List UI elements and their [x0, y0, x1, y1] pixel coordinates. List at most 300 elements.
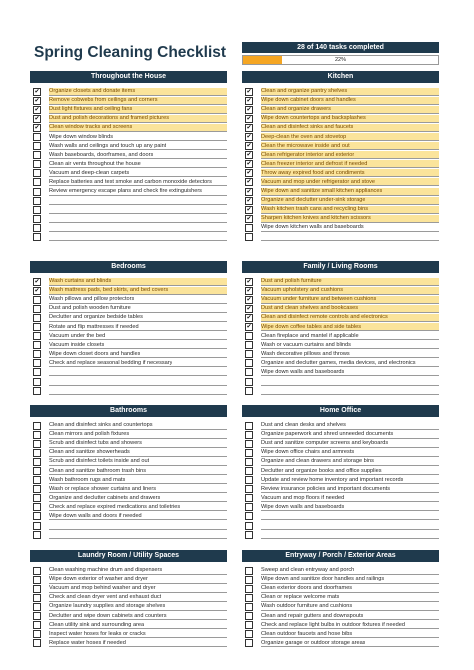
checkbox-checked[interactable]	[245, 215, 253, 223]
item-label: Scrub and disinfect toilets inside and out	[49, 458, 150, 465]
checklist	[242, 277, 439, 395]
item-label: Replace batteries and test smoke and carbon monoxide detectors	[49, 178, 212, 185]
checkbox[interactable]	[245, 233, 253, 241]
checklist-item	[242, 386, 439, 395]
item-label: Wipe down walls and baseboards	[261, 368, 345, 375]
checkbox[interactable]	[33, 585, 41, 593]
checkbox[interactable]	[33, 387, 41, 395]
checkbox[interactable]	[245, 224, 253, 232]
checklist-item	[242, 304, 439, 313]
item-line	[49, 378, 227, 386]
checklist-item	[30, 286, 227, 295]
item-label: Wash outdoor furniture and cushions	[261, 603, 353, 610]
item-line	[49, 387, 227, 395]
checkbox[interactable]	[33, 197, 41, 205]
item-line	[261, 188, 439, 196]
item-line	[49, 476, 227, 484]
checklist-item	[30, 530, 227, 539]
checkbox[interactable]	[33, 215, 41, 223]
checkbox-checked[interactable]	[245, 178, 253, 186]
checkbox[interactable]	[33, 224, 41, 232]
checklist-item	[30, 512, 227, 521]
checkbox[interactable]	[245, 503, 253, 511]
checkbox[interactable]	[33, 621, 41, 629]
checkbox[interactable]	[245, 522, 253, 530]
checkbox[interactable]	[245, 512, 253, 520]
item-label: Wipe down coffee tables and side tables	[261, 323, 362, 330]
item-label: Dust and polish decorations and framed pictures	[49, 115, 170, 122]
checklist-item	[242, 566, 439, 575]
item-label: Sharpen kitchen knives and kitchen scissors	[261, 215, 371, 222]
checklist	[30, 566, 227, 648]
item-label: Clean and disinfect sinks and faucets	[261, 124, 354, 131]
checklist-item	[242, 575, 439, 584]
check-icon: ✔	[246, 115, 252, 122]
item-line	[261, 296, 439, 304]
item-line	[49, 142, 227, 150]
checklist-item	[242, 521, 439, 530]
checkbox-checked[interactable]	[245, 88, 253, 96]
item-label: Clean and disinfect remote controls and electronics	[261, 314, 388, 321]
checkbox-checked[interactable]	[33, 287, 41, 295]
item-line	[261, 368, 439, 376]
checklist-item	[242, 476, 439, 485]
item-line	[261, 197, 439, 205]
check-icon: ✔	[246, 161, 252, 168]
check-icon: ✔	[246, 206, 252, 213]
item-line	[49, 639, 227, 647]
checkbox-checked[interactable]	[33, 97, 41, 105]
checklist-item	[242, 503, 439, 512]
checkbox-checked[interactable]	[245, 142, 253, 150]
item-line	[49, 440, 227, 448]
item-label: Wash curtains and blinds	[49, 278, 112, 285]
checkbox[interactable]	[33, 594, 41, 602]
checkbox[interactable]	[33, 512, 41, 520]
item-line	[49, 449, 227, 457]
checklist-item	[242, 602, 439, 611]
checkbox-checked[interactable]	[245, 106, 253, 114]
checkbox[interactable]	[33, 142, 41, 150]
item-label: Dust and polish furniture	[261, 278, 322, 285]
checkbox[interactable]	[245, 612, 253, 620]
checkbox[interactable]	[245, 341, 253, 349]
item-line	[261, 305, 439, 313]
checklist-item	[30, 295, 227, 304]
item-line	[49, 323, 227, 331]
check-icon: ✔	[246, 152, 252, 159]
item-line	[261, 378, 439, 386]
checkbox[interactable]	[245, 594, 253, 602]
checklist-item	[242, 332, 439, 341]
checkbox-checked[interactable]	[245, 169, 253, 177]
item-line	[49, 197, 227, 205]
item-line	[261, 97, 439, 105]
checkbox[interactable]	[33, 449, 41, 457]
checklist-item	[30, 448, 227, 457]
item-line	[49, 341, 227, 349]
checklist-item	[30, 223, 227, 232]
checkbox-checked[interactable]	[245, 287, 253, 295]
item-label: Clean washing machine drum and dispensers	[49, 567, 163, 574]
checkbox[interactable]	[245, 378, 253, 386]
checklist-item	[30, 350, 227, 359]
item-label: Wash baseboards, doorframes, and doors	[49, 151, 154, 158]
checklist-item	[30, 196, 227, 205]
checkbox[interactable]	[245, 458, 253, 466]
item-line	[49, 314, 227, 322]
checkbox[interactable]	[245, 585, 253, 593]
checkbox-checked[interactable]	[245, 305, 253, 313]
checkbox-checked[interactable]	[245, 314, 253, 322]
item-line	[49, 178, 227, 186]
checkbox[interactable]	[245, 387, 253, 395]
item-line	[49, 332, 227, 340]
item-label: Clean and organize pantry shelves	[261, 88, 348, 95]
section-header: Bathrooms	[30, 405, 227, 417]
section-home-office	[242, 405, 439, 539]
section-header: Kitchen	[242, 71, 439, 83]
checklist-item	[242, 485, 439, 494]
checklist-item	[242, 457, 439, 466]
checklist-item	[30, 457, 227, 466]
check-icon: ✔	[246, 143, 252, 150]
checklist-item	[30, 151, 227, 160]
checkbox-checked[interactable]	[245, 206, 253, 214]
checkbox[interactable]	[33, 531, 41, 539]
item-line	[49, 531, 227, 539]
item-label: Clean the microwave inside and out	[261, 142, 350, 149]
item-label: Wipe down and sanitize small kitchen appliances	[261, 188, 383, 195]
checklist-item	[242, 277, 439, 286]
item-label: Organize and declutter cabinets and drawers	[49, 494, 161, 501]
checklist-item	[242, 286, 439, 295]
item-line	[49, 296, 227, 304]
checklist-item	[242, 123, 439, 132]
checklist-item	[30, 96, 227, 105]
item-line	[49, 106, 227, 114]
checkbox[interactable]	[245, 350, 253, 358]
checkbox[interactable]	[245, 449, 253, 457]
item-line	[261, 567, 439, 575]
check-icon: ✔	[34, 106, 40, 113]
checklist-item	[30, 142, 227, 151]
checkbox[interactable]	[33, 305, 41, 313]
checklist	[242, 87, 439, 242]
item-line	[261, 359, 439, 367]
item-label: Organize laundry supplies and storage shelves	[49, 603, 166, 610]
checkbox-checked[interactable]	[245, 197, 253, 205]
checkbox-checked[interactable]	[245, 323, 253, 331]
item-label: Throw away expired food and condiments	[261, 169, 365, 176]
checkbox[interactable]	[33, 603, 41, 611]
checklist-item	[30, 304, 227, 313]
checkbox-checked[interactable]	[245, 296, 253, 304]
item-label: Wipe down window blinds	[49, 133, 114, 140]
checklist-item	[242, 214, 439, 223]
check-icon: ✔	[246, 197, 252, 204]
checkbox-checked[interactable]	[245, 160, 253, 168]
checkbox[interactable]	[245, 485, 253, 493]
checklist-item	[30, 521, 227, 530]
item-line	[261, 522, 439, 530]
item-label: Vacuum under the bed	[49, 332, 106, 339]
checklist-item	[30, 466, 227, 475]
item-label: Dust and clean desks and shelves	[261, 422, 346, 429]
checkbox-checked[interactable]	[33, 115, 41, 123]
checkbox[interactable]	[245, 621, 253, 629]
checklist-item	[30, 368, 227, 377]
item-label: Wash or replace shower curtains and liners	[49, 485, 157, 492]
checkbox[interactable]	[33, 323, 41, 331]
checkbox[interactable]	[245, 630, 253, 638]
item-line	[49, 287, 227, 295]
checklist-item	[242, 448, 439, 457]
checklist-item	[30, 105, 227, 114]
checklist-item	[242, 611, 439, 620]
item-line	[261, 233, 439, 241]
checkbox[interactable]	[33, 350, 41, 358]
item-label: Wipe down closet doors and handles	[49, 350, 141, 357]
checkbox[interactable]	[33, 206, 41, 214]
checkbox[interactable]	[245, 639, 253, 647]
checkbox[interactable]	[33, 133, 41, 141]
item-label: Clean air vents throughout the house	[49, 160, 141, 167]
item-label: Declutter and organize books and office supplies	[261, 467, 382, 474]
checkbox[interactable]	[245, 603, 253, 611]
checkbox-checked[interactable]	[245, 151, 253, 159]
checkbox[interactable]	[33, 188, 41, 196]
checkbox[interactable]	[33, 576, 41, 584]
checklist-item	[30, 313, 227, 322]
checkbox[interactable]	[33, 494, 41, 502]
checkbox[interactable]	[33, 368, 41, 376]
check-icon: ✔	[246, 314, 252, 321]
checklist	[242, 566, 439, 648]
checklist-item	[30, 160, 227, 169]
item-label: Declutter and organize bedside tables	[49, 314, 143, 321]
checkbox-checked[interactable]	[245, 188, 253, 196]
item-line	[261, 603, 439, 611]
item-label: Clean and disinfect sinks and countertops	[49, 422, 153, 429]
checklist-item	[30, 575, 227, 584]
checklist-item	[30, 421, 227, 430]
checkbox-checked[interactable]	[245, 278, 253, 286]
checklist-item	[30, 332, 227, 341]
item-line	[261, 387, 439, 395]
checklist-item	[242, 350, 439, 359]
checklist-item	[242, 359, 439, 368]
item-label: Wipe down walls and doors if needed	[49, 512, 142, 519]
checkbox-checked[interactable]	[245, 97, 253, 105]
item-label: Clean or replace welcome mats	[261, 594, 340, 601]
checkbox[interactable]	[245, 467, 253, 475]
checkbox[interactable]	[33, 341, 41, 349]
checklist-item	[242, 630, 439, 639]
checkbox[interactable]	[245, 359, 253, 367]
checklist-item	[242, 205, 439, 214]
checkbox[interactable]	[33, 422, 41, 430]
checklist-item	[30, 503, 227, 512]
checklist-item	[30, 114, 227, 123]
section-bedrooms	[30, 261, 227, 395]
checkbox[interactable]	[33, 485, 41, 493]
checkbox[interactable]	[245, 422, 253, 430]
item-label: Wipe down walls and baseboards	[261, 503, 345, 510]
checkbox[interactable]	[33, 169, 41, 177]
item-label: Wash bathroom rugs and mats	[49, 476, 126, 483]
checkbox[interactable]	[33, 630, 41, 638]
checkbox-checked[interactable]	[245, 124, 253, 132]
item-label: Review insurance policies and important documents	[261, 485, 391, 492]
checklist-item	[242, 196, 439, 205]
checklist-item	[242, 512, 439, 521]
item-line	[49, 169, 227, 177]
check-icon: ✔	[246, 305, 252, 312]
checkbox-checked[interactable]	[33, 88, 41, 96]
checkbox[interactable]	[33, 378, 41, 386]
item-label: Clean and organize drawers	[261, 106, 331, 113]
checklist-item	[242, 87, 439, 96]
checklist-item	[242, 621, 439, 630]
checklist-item	[30, 169, 227, 178]
check-icon: ✔	[246, 106, 252, 113]
checkbox[interactable]	[33, 359, 41, 367]
checkbox[interactable]	[33, 522, 41, 530]
item-line	[261, 332, 439, 340]
item-line	[261, 350, 439, 358]
checklist	[242, 421, 439, 539]
checkbox[interactable]	[245, 476, 253, 484]
checklist-item	[30, 439, 227, 448]
item-line	[261, 431, 439, 439]
checkbox[interactable]	[33, 476, 41, 484]
item-line	[261, 621, 439, 629]
checkbox-checked[interactable]	[33, 124, 41, 132]
checkbox[interactable]	[245, 567, 253, 575]
item-line	[49, 621, 227, 629]
section-header: Entryway / Porch / Exterior Areas	[242, 550, 439, 562]
checkbox-checked[interactable]	[33, 106, 41, 114]
checklist-item	[242, 530, 439, 539]
checkbox[interactable]	[245, 494, 253, 502]
item-label: Wipe down countertops and backsplashes	[261, 115, 366, 122]
checklist-item	[242, 341, 439, 350]
item-line	[261, 440, 439, 448]
item-label: Dust and sanitize computer screens and keyboards	[261, 440, 389, 447]
checkbox[interactable]	[33, 567, 41, 575]
checkbox[interactable]	[33, 296, 41, 304]
check-icon: ✔	[246, 134, 252, 141]
section-entryway-exterior	[242, 550, 439, 648]
item-label: Wash pillows and pillow protectors	[49, 296, 135, 303]
checkbox-checked[interactable]	[245, 133, 253, 141]
checklist-item	[30, 123, 227, 132]
item-label: Wipe down and sanitize door handles and railings	[261, 576, 385, 583]
checkbox[interactable]	[245, 332, 253, 340]
checkbox[interactable]	[33, 639, 41, 647]
item-line	[49, 188, 227, 196]
item-line	[261, 278, 439, 286]
checkbox[interactable]	[33, 612, 41, 620]
checkbox[interactable]	[245, 368, 253, 376]
item-line	[49, 206, 227, 214]
item-line	[49, 485, 227, 493]
checkbox-checked[interactable]	[33, 278, 41, 286]
item-line	[261, 224, 439, 232]
checkbox-checked[interactable]	[245, 115, 253, 123]
checklist-item	[242, 639, 439, 648]
checkbox[interactable]	[245, 576, 253, 584]
item-label: Clean utility sink and surrounding area	[49, 621, 145, 628]
checkbox[interactable]	[33, 160, 41, 168]
checkbox[interactable]	[33, 314, 41, 322]
checklist-item	[30, 584, 227, 593]
checklist-item	[30, 178, 227, 187]
checklist-item	[242, 421, 439, 430]
checkbox[interactable]	[33, 458, 41, 466]
checkbox[interactable]	[33, 151, 41, 159]
item-label: Sweep and clean entryway and porch	[261, 567, 355, 574]
checkbox[interactable]	[33, 332, 41, 340]
checklist-item	[242, 105, 439, 114]
checkbox[interactable]	[33, 233, 41, 241]
item-line	[49, 576, 227, 584]
checklist-item	[30, 593, 227, 602]
checklist-item	[30, 87, 227, 96]
item-label: Inspect water hoses for leaks or cracks	[49, 630, 146, 637]
item-line	[261, 503, 439, 511]
item-line	[261, 160, 439, 168]
section-bathrooms	[30, 405, 227, 539]
checkbox[interactable]	[245, 431, 253, 439]
checkbox[interactable]	[33, 503, 41, 511]
checklist-item	[30, 205, 227, 214]
checklist-item	[30, 132, 227, 141]
item-line	[49, 522, 227, 530]
checkbox[interactable]	[33, 467, 41, 475]
section-laundry-room	[30, 550, 227, 648]
checkbox[interactable]	[33, 178, 41, 186]
item-line	[261, 630, 439, 638]
item-label: Dust and polish wooden furniture	[49, 305, 131, 312]
item-line	[261, 449, 439, 457]
check-icon: ✔	[246, 278, 252, 285]
item-label: Vacuum under furniture and between cushions	[261, 296, 377, 303]
item-line	[261, 458, 439, 466]
item-line	[261, 115, 439, 123]
checklist	[30, 87, 227, 242]
checklist-item	[242, 160, 439, 169]
item-line	[49, 467, 227, 475]
item-label: Remove cobwebs from ceilings and corners	[49, 97, 158, 104]
item-line	[261, 341, 439, 349]
checkbox[interactable]	[33, 440, 41, 448]
checkbox[interactable]	[33, 431, 41, 439]
checklist-item	[30, 322, 227, 331]
checkbox[interactable]	[245, 531, 253, 539]
item-label: Organize and clean drawers and storage bins	[261, 458, 374, 465]
checkbox[interactable]	[245, 440, 253, 448]
item-label: Clean refrigerator interior and exterior	[261, 151, 355, 158]
item-line	[49, 278, 227, 286]
item-label: Organize closets and donate items	[49, 88, 136, 95]
item-line	[261, 178, 439, 186]
item-line	[49, 630, 227, 638]
item-label: Check and replace expired medications and toiletries	[49, 503, 181, 510]
progress-percent: 22%	[334, 57, 346, 63]
item-label: Clean freezer interior and defrost if needed	[261, 160, 368, 167]
